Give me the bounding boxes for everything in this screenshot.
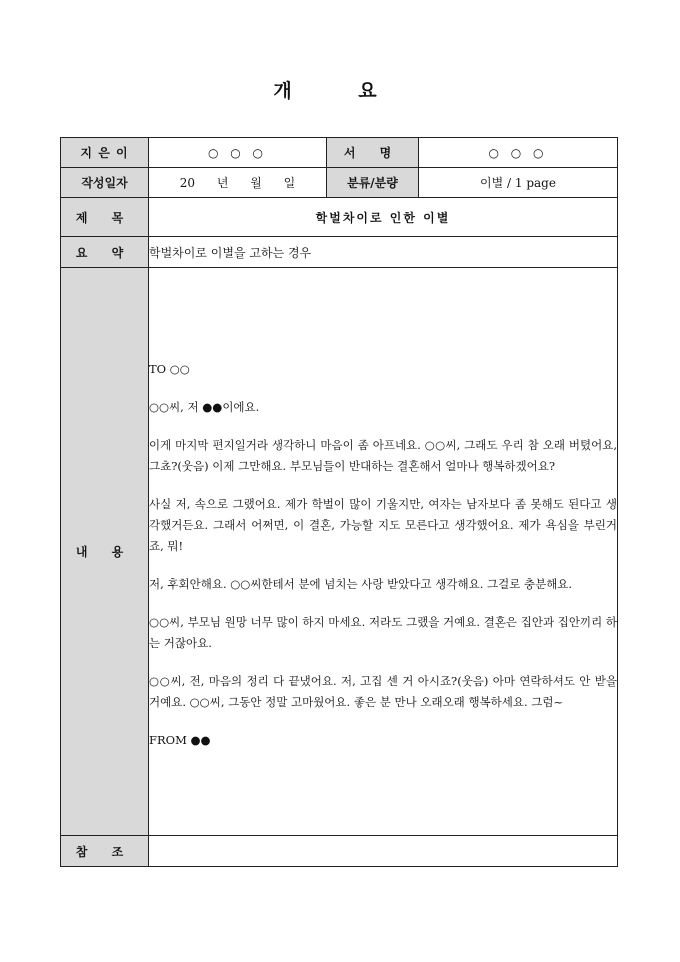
date-row xyxy=(61,168,618,198)
summary-value: 학벌차이로 이별을 고하는 경우 xyxy=(149,237,618,268)
author-label: 지 은 이 xyxy=(61,138,149,168)
author-value: ○ ○ ○ xyxy=(149,138,327,168)
document-title: 개 요 xyxy=(273,80,407,102)
reference-row xyxy=(61,836,618,867)
subject-value: 학벌차이로 인한 이별 xyxy=(149,198,618,237)
letter-closing: FROM ●● xyxy=(149,732,211,747)
subject-row xyxy=(61,198,618,237)
date-value: 20 년 월 일 xyxy=(149,168,327,198)
letter-paragraph: 이게 마지막 편지일거라 생각하니 마음이 좀 아프네요. ○○씨, 그래도 우리 참 오래 버텼어요, 그쵸?(웃음) 이제 그만해요. 부모님들이 반대하는 결혼해서 얼마나 행복하겠어요? xyxy=(149,437,617,473)
reference-label: 참 조 xyxy=(61,836,149,867)
letter-paragraph: 저, 후회안해요. ○○씨한테서 분에 넘치는 사랑 받았다고 생각해요. 그걸로 충분해요. xyxy=(149,576,573,591)
letter-greeting: TO ○○ xyxy=(149,361,190,376)
category-label: 분류/분량 xyxy=(327,168,419,198)
letter-paragraph: 사실 저, 속으로 그랬어요. 제가 학벌이 많이 기울지만, 여자는 남자보다 좀 못해도 된다고 생각했거든요. 그래서 어쩌면, 이 결혼, 가능할 지도 모른다고 생각했어요. 제가 욕심을 부린거죠, 뭐! xyxy=(149,496,617,553)
letter-paragraph: ○○씨, 저 ●●이에요. xyxy=(149,399,260,414)
author-row xyxy=(61,138,618,168)
content-label: 내 용 xyxy=(61,268,149,836)
signature-value: ○ ○ ○ xyxy=(419,138,618,168)
signature-label: 서 명 xyxy=(327,138,419,168)
subject-label: 제 목 xyxy=(61,198,149,237)
summary-label: 요 약 xyxy=(61,237,149,268)
summary-row xyxy=(61,237,618,268)
letter-text xyxy=(149,359,617,751)
letter-paragraph: ○○씨, 부모님 원망 너무 많이 하지 마세요. 저라도 그랬을 거예요. 결혼은 집안과 집안끼리 하는 거잖아요. xyxy=(149,614,617,650)
reference-value xyxy=(149,836,618,867)
overview-table xyxy=(60,137,618,867)
letter-paragraph: ○○씨, 전, 마음의 정리 다 끝냈어요. 저, 고집 센 거 아시죠?(웃음) 아마 연락하셔도 안 받을 거예요. ○○씨, 그동안 정말 고마웠어요. 좋은 분 만나 오래오래 행복하세요. 그럼~ xyxy=(149,673,617,709)
category-value: 이별 / 1 page xyxy=(419,168,618,198)
content-body xyxy=(149,268,618,836)
date-label: 작성일자 xyxy=(61,168,149,198)
content-row xyxy=(61,268,618,836)
